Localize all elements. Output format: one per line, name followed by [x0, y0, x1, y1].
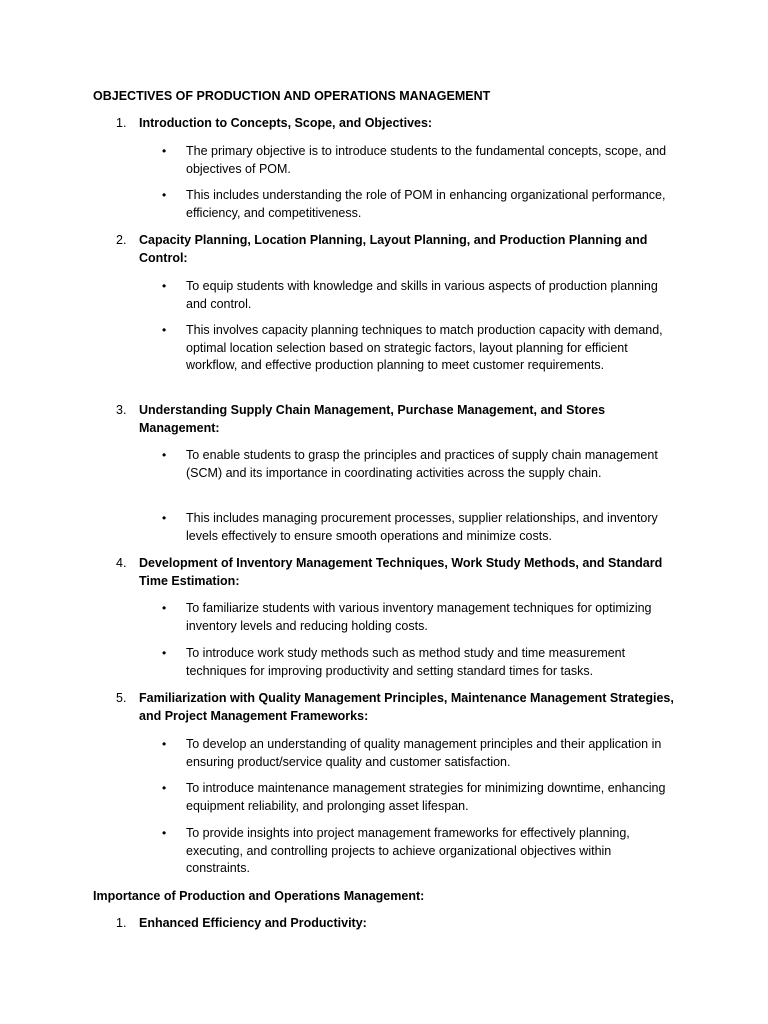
- bullet-text: To introduce work study methods such as method study and time measurement techniques for improving productivity and setting standard times for tasks.: [186, 646, 626, 678]
- objective-number: 4.: [116, 556, 127, 570]
- bullet-marker: •: [162, 737, 167, 751]
- bullet-marker: •: [162, 188, 167, 202]
- objective-title: Capacity Planning, Location Planning, Layout Planning, and Production Planning and Control:: [139, 233, 648, 265]
- bullet-text: The primary objective is to introduce students to the fundamental concepts, scope, and objectives of POM.: [186, 144, 667, 176]
- bullet-text: This involves capacity planning techniques to match production capacity with demand, optimal location selection based on strategic factors, layout planning for efficient workflow, and effective production planning to meet customer requirements.: [186, 323, 663, 372]
- bullet-text: To equip students with knowledge and skills in various aspects of production planning and control.: [186, 279, 658, 311]
- importance-title: Enhanced Efficiency and Productivity:: [139, 916, 367, 930]
- bullet-text: To develop an understanding of quality management principles and their application in ensuring product/service quality and customer satisfaction.: [186, 737, 662, 769]
- importance-number: 1.: [116, 916, 127, 930]
- bullet-marker: •: [162, 601, 167, 615]
- objective-title: Understanding Supply Chain Management, Purchase Management, and Stores Management:: [139, 403, 606, 435]
- bullet-marker: •: [162, 448, 167, 462]
- bullet-text: To enable students to grasp the principles and practices of supply chain management (SCM) and its importance in coordinating activities across the supply chain.: [186, 448, 658, 480]
- objective-number: 3.: [116, 403, 127, 417]
- bullet-text: This includes managing procurement processes, supplier relationships, and inventory levels effectively to ensure smooth operations and minimize costs.: [186, 511, 658, 543]
- bullet-marker: •: [162, 144, 167, 158]
- objective-number: 5.: [116, 691, 127, 705]
- bullet-marker: •: [162, 646, 167, 660]
- bullet-marker: •: [162, 323, 167, 337]
- objective-number: 2.: [116, 233, 127, 247]
- bullet-marker: •: [162, 279, 167, 293]
- bullet-marker: •: [162, 826, 167, 840]
- bullet-marker: •: [162, 781, 167, 795]
- document-title: OBJECTIVES OF PRODUCTION AND OPERATIONS MANAGEMENT: [93, 89, 491, 103]
- objective-title: Familiarization with Quality Management Principles, Maintenance Management Strategies, and Project Management Frameworks:: [139, 691, 674, 723]
- bullet-text: To familiarize students with various inventory management techniques for optimizing inventory levels and reducing holding costs.: [186, 601, 652, 633]
- bullet-text: To provide insights into project management frameworks for effectively planning, executing, and controlling projects to achieve organizational objectives within constraints.: [186, 826, 630, 875]
- objective-title: Introduction to Concepts, Scope, and Objectives:: [139, 116, 433, 130]
- bullet-text: To introduce maintenance management strategies for minimizing downtime, enhancing equipment reliability, and prolonging asset lifespan.: [186, 781, 666, 813]
- bullet-text: This includes understanding the role of POM in enhancing organizational performance, efficiency, and competitiveness.: [186, 188, 666, 220]
- bullet-marker: •: [162, 511, 167, 525]
- objective-number: 1.: [116, 116, 127, 130]
- objective-title: Development of Inventory Management Techniques, Work Study Methods, and Standard Time Estimation:: [139, 556, 663, 588]
- section-heading: Importance of Production and Operations Management:: [93, 889, 425, 903]
